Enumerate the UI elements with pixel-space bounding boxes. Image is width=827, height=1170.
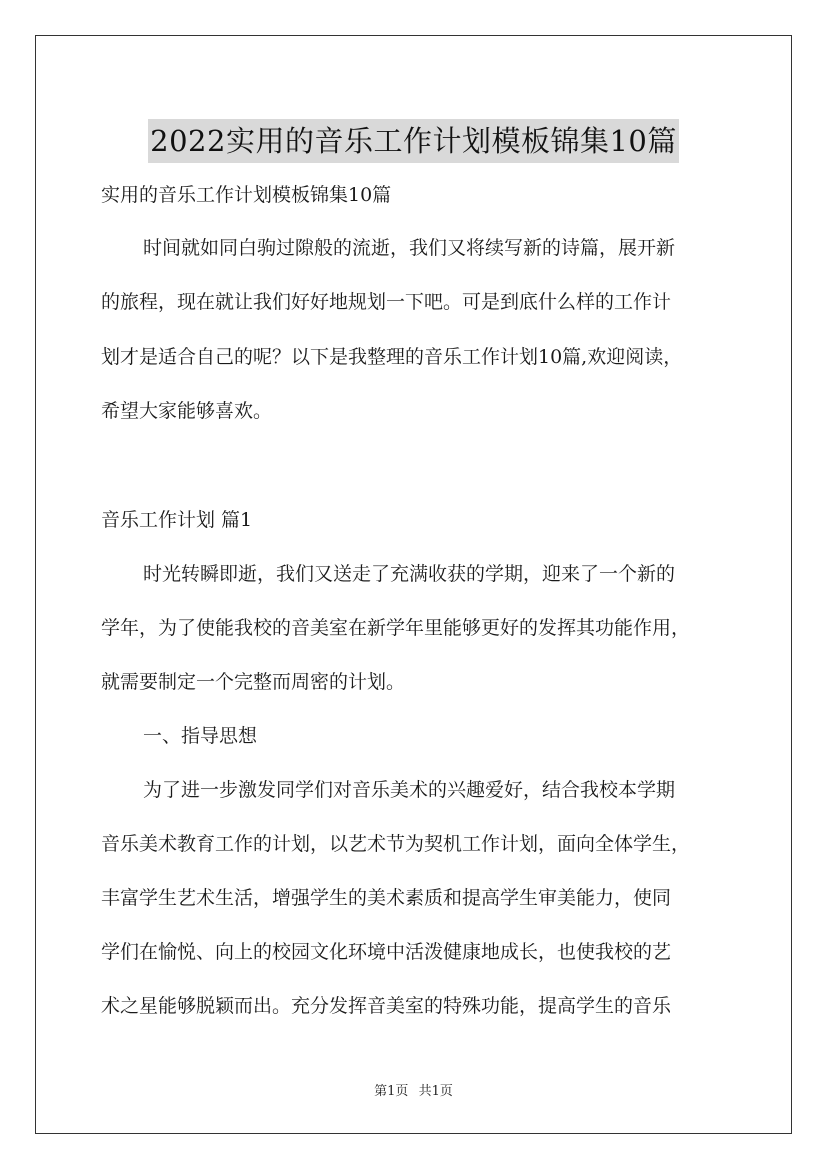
intro-line: 的旅程，现在就让我们好好地规划一下吧。可是到底什么样的工作计: [101, 291, 672, 313]
title-container: [0, 100, 827, 183]
page-total: 共1页: [418, 1084, 453, 1099]
section-heading: 音乐工作计划 篇1: [101, 509, 253, 531]
intro-line: 时间就如同白驹过隙般的流逝，我们又将续写新的诗篇，展开新: [143, 237, 676, 259]
intro-line: 划才是适合自己的呢？以下是我整理的音乐工作计划10篇,欢迎阅读，: [101, 346, 683, 368]
paragraph-line: 时光转瞬即逝，我们又送走了充满收获的学期，迎来了一个新的: [143, 563, 676, 585]
paragraph-line: 丰富学生艺术生活，增强学生的美术素质和提高学生审美能力，使同: [101, 887, 672, 909]
paragraph-line: 学们在愉悦、向上的校园文化环境中活泼健康地成长，也使我校的艺: [101, 941, 672, 963]
page-number: 第1页: [374, 1084, 409, 1099]
subheading: 一、指导思想: [143, 725, 258, 747]
paragraph-line: 术之星能够脱颖而出。充分发挥音美室的特殊功能，提高学生的音乐: [101, 995, 672, 1017]
paragraph-line: 就需要制定一个完整而周密的计划。: [101, 671, 406, 693]
paragraph-line: 音乐美术教育工作的计划，以艺术节为契机工作计划，面向全体学生，: [101, 833, 691, 855]
intro-line: 希望大家能够喜欢。: [101, 400, 273, 422]
page-footer: [0, 1082, 827, 1102]
paragraph-line: 学年，为了使能我校的音美室在新学年里能够更好的发挥其功能作用，: [101, 617, 691, 639]
paragraph-line: 为了进一步激发同学们对音乐美术的兴趣爱好，结合我校本学期: [143, 779, 676, 801]
document-subtitle: 实用的音乐工作计划模板锦集10篇: [101, 184, 392, 206]
document-title: 2022实用的音乐工作计划模板锦集10篇: [148, 119, 679, 163]
